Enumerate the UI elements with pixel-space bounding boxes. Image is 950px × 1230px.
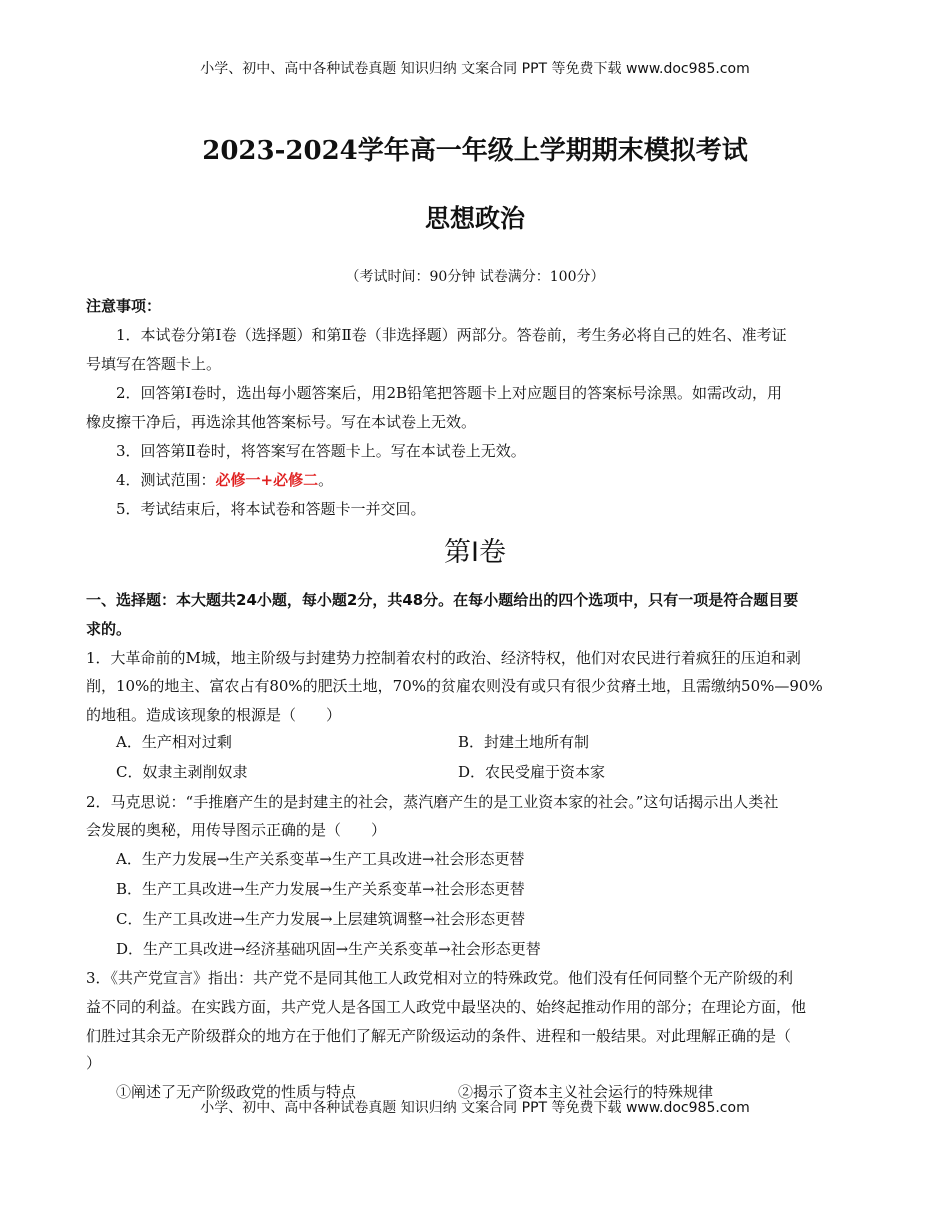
subject-title: 思想政治 [424,204,525,233]
q2-option-b: B．生产工具改进→生产力发展→生产关系变革→社会形态更替 [116,880,525,898]
q2-stem: 会发展的奥秘，用传导图示正确的是（ ） [86,821,387,839]
q2-option-a: A．生产力发展→生产关系变革→生产工具改进→社会形态更替 [116,850,525,868]
q1-stem: 1．大革命前的M城，地主阶级与封建势力控制着农村的政治、经济特权，他们对农民进行着疯狂的压迫和剥 [86,649,801,667]
notice-item-3: 3．回答第Ⅱ卷时，将答案写在答题卡上。写在本试卷上无效。 [116,442,526,460]
scope-label: 4．测试范围： [116,471,216,489]
footer-banner[interactable]: 小学、初中、高中各种试卷真题 知识归纳 文案合同 PPT 等免费下载 www.doc985.com [200,1100,750,1116]
scope-suffix: 。 [318,471,334,489]
scope-value: 必修一+必修二 [215,471,319,489]
q1-stem: 的地租。造成该现象的根源是（ ） [86,706,342,724]
q2-option-d: D．生产工具改进→经济基础巩固→生产关系变革→社会形态更替 [116,940,541,958]
q3-option-2: ②揭示了资本主义社会运行的特殊规律 [458,1083,714,1101]
q3-option-1: ①阐述了无产阶级政党的性质与特点 [116,1083,357,1101]
notice-item-1-cont: 号填写在答题卡上。 [86,355,222,373]
q2-option-c: C．生产工具改进→生产力发展→上层建筑调整→社会形态更替 [116,910,526,928]
q1-stem: 削，10%的地主、富农占有80%的肥沃土地，70%的贫雇农则没有或只有很少贫瘠土地，且需缴纳50%—90% [86,677,823,695]
notice-item-2: 2．回答第Ⅰ卷时，选出每小题答案后，用2B铅笔把答题卡上对应题目的答案标号涂黑。如需改动，用 [116,384,783,402]
notice-item-4 [116,470,864,490]
volume-heading: 第Ⅰ卷 [444,537,506,568]
q1-option-a: A．生产相对过剩 [116,733,232,751]
notice-item-5: 5．考试结束后，将本试卷和答题卡一并交回。 [116,500,426,518]
exam-title: 2023-2024学年高一年级上学期期末模拟考试 [202,136,748,166]
q3-stem: ） [86,1054,102,1072]
q2-stem: 2．马克思说：“手推磨产生的是封建主的社会，蒸汽磨产生的是工业资本家的社会。”这句话揭示出人类社 [86,793,779,811]
notice-item-1: 1．本试卷分第Ⅰ卷（选择题）和第Ⅱ卷（非选择题）两部分。答卷前，考生务必将自己的姓名、准考证 [116,326,787,344]
q3-stem: 们胜过其余无产阶级群众的地方在于他们了解无产阶级运动的条件、进程和一般结果。对此理解正确的是（ [86,1027,792,1045]
section-heading-cont: 求的。 [86,620,132,638]
section-heading: 一、选择题：本大题共24小题，每小题2分，共48分。在每小题给出的四个选项中，只有一项是符合题目要 [86,591,799,609]
notice-heading: 注意事项： [86,297,162,315]
header-banner[interactable]: 小学、初中、高中各种试卷真题 知识归纳 文案合同 PPT 等免费下载 www.doc985.com [200,61,750,77]
notice-item-2-cont: 橡皮擦干净后，再选涂其他答案标号。写在本试卷上无效。 [86,413,477,431]
q1-option-b: B．封建土地所有制 [458,733,590,751]
q3-stem: 益不同的利益。在实践方面，共产党人是各国工人政党中最坚决的、始终起推动作用的部分；在理论方面，他 [86,998,807,1016]
exam-info: （考试时间：90分钟 试卷满分：100分） [345,269,605,285]
q3-stem: 3．《共产党宣言》指出：共产党不是同其他工人政党相对立的特殊政党。他们没有任何同整个无产阶级的利 [86,969,794,987]
q1-option-d: D．农民受雇于资本家 [458,763,606,781]
q1-option-c: C．奴隶主剥削奴隶 [116,763,248,781]
